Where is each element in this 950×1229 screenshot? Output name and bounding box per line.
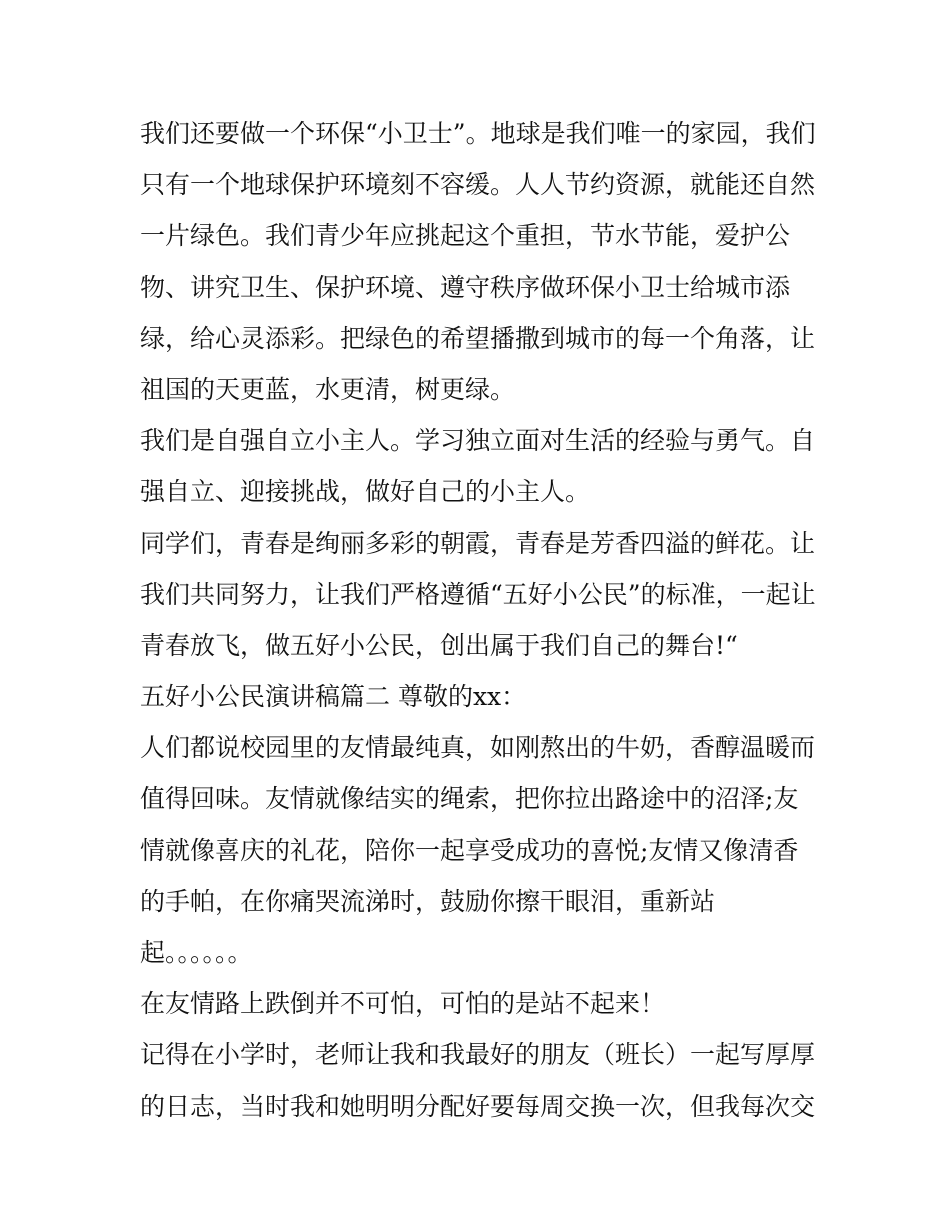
text-line: 情就像喜庆的礼花，陪你一起享受成功的喜悦;友情又像清香	[140, 835, 799, 865]
document-body	[140, 108, 820, 1132]
text-line: 起。。。。。。	[140, 938, 253, 967]
text-line: 一片绿色。我们青少年应挑起这个重担，节水节能，爱护公	[140, 221, 791, 251]
text-line: 我们是自强自立小主人。学习独立面对生活的经验与勇气。自	[140, 426, 816, 456]
text-line: 绿，给心灵添彩。把绿色的希望播撒到城市的每一个角落，让	[140, 323, 816, 353]
text-line: 同学们，青春是绚丽多彩的朝霞，青春是芳香四溢的鲜花。让	[140, 528, 816, 558]
text-line: 祖国的天更蓝，水更清，树更绿。	[140, 374, 516, 404]
text-line: 在友情路上跌倒并不可怕，可怕的是站不起来！	[140, 989, 666, 1019]
text-line: 青春放飞，做五好小公民，创出属于我们自己的舞台!“	[140, 630, 738, 660]
text-line: 我们共同努力，让我们严格遵循“五好小公民”的标准，一起让	[140, 579, 816, 609]
text-line: 的手帕，在你痛哭流涕时，鼓励你擦干眼泪，重新站	[140, 886, 716, 916]
section-heading: 五好小公民演讲稿篇二 尊敬的xx：	[140, 682, 527, 712]
text-line: 的日志，当时我和她明明分配好要每周交换一次，但我每次交	[140, 1091, 816, 1121]
text-line: 人们都说校园里的友情最纯真，如刚熬出的牛奶，香醇温暖而	[140, 733, 816, 763]
text-line: 物、讲究卫生、保护环境、遵守秩序做环保小卫士给城市添	[140, 272, 791, 302]
text-line: 强自立、迎接挑战，做好自己的小主人。	[140, 477, 591, 507]
text-line: 记得在小学时，老师让我和我最好的朋友（班长）一起写厚厚	[140, 1040, 816, 1070]
text-line: 我们还要做一个环保“小卫士”。地球是我们唯一的家园，我们	[140, 119, 816, 148]
text-line: 只有一个地球保护环境刻不容缓。人人节约资源，就能还自然	[140, 170, 816, 200]
text-line: 值得回味。友情就像结实的绳索，把你拉出路途中的沼泽;友	[140, 784, 799, 814]
